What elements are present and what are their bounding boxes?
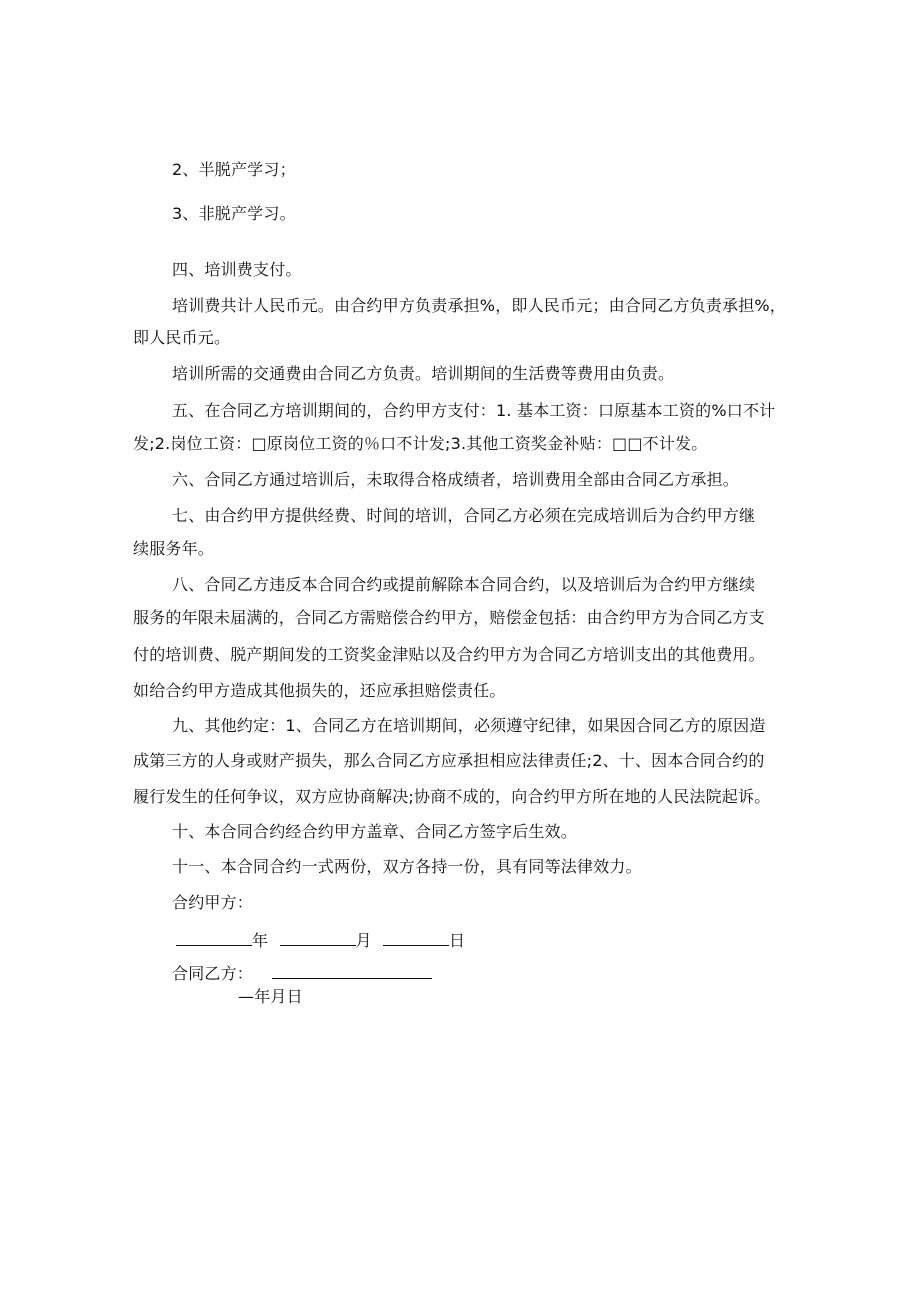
item-non-release-study: 3、非脱产学习。 bbox=[172, 204, 296, 223]
section-9-line3: 履行发生的任何争议，双方应协商解决;协商不成的，向合约甲方所在地的人民法院起诉。 bbox=[133, 787, 771, 806]
party-b-label: 合同乙方： bbox=[172, 964, 254, 983]
party-a-date-row bbox=[176, 929, 465, 951]
section-4-para1-line2: 即人民币元。 bbox=[133, 328, 231, 347]
section-10-line1: 十、本合同合约经合约甲方盖章、合同乙方签字后生效。 bbox=[172, 822, 578, 841]
section-9-line2: 成第三方的人身或财产损失，那么合同乙方应承担相应法律责任;2、十、因本合同合约的 bbox=[133, 751, 765, 770]
party-b-signature-blank bbox=[272, 962, 432, 979]
year-label: 年 bbox=[252, 931, 269, 950]
section-5-line1: 五、在合同乙方培训期间的，合约甲方支付：1. 基本工资：口原基本工资的%口不计 bbox=[172, 401, 776, 420]
section-11-line1: 十一、本合同合约一式两份，双方各持一份，具有同等法律效力。 bbox=[172, 857, 642, 876]
section-8-line3: 付的培训费、脱产期间发的工资奖金津贴以及合约甲方为合同乙方培训支出的其他费用。 bbox=[133, 645, 765, 664]
day-blank bbox=[383, 929, 449, 946]
section-8-line4: 如给合约甲方造成其他损失的，还应承担赔偿责任。 bbox=[133, 681, 506, 700]
party-a-label: 合约甲方： bbox=[172, 893, 254, 912]
item-half-time-study: 2、半脱产学习； bbox=[172, 160, 296, 179]
section-8-line2: 服务的年限未届满的，合同乙方需赔偿合约甲方，赔偿金包括：由合约甲方为合同乙方支 bbox=[133, 608, 765, 627]
section-4-para1-line1: 培训费共计人民币元。由合约甲方负责承担%，即人民币元；由合同乙方负责承担%， bbox=[172, 296, 787, 315]
month-label: 月 bbox=[355, 931, 372, 950]
section-7-line1: 七、由合约甲方提供经费、时间的培训，合同乙方必须在完成培训后为合约甲方继 bbox=[172, 506, 756, 525]
party-b-date-line: —年月日 bbox=[238, 987, 303, 1006]
section-8-line1: 八、合同乙方违反本合同合约或提前解除本合同合约，以及培训后为合约甲方继续 bbox=[172, 575, 756, 594]
day-label: 日 bbox=[449, 931, 466, 950]
section-4-heading: 四、培训费支付。 bbox=[172, 260, 302, 279]
section-7-line2: 续服务年。 bbox=[133, 539, 215, 558]
section-6-line1: 六、合同乙方通过培训后，未取得合格成绩者，培训费用全部由合同乙方承担。 bbox=[172, 470, 740, 489]
section-5-line2: 发;2.岗位工资：□原岗位工资的％口不计发;3.其他工资奖金补贴：□□不计发。 bbox=[133, 434, 708, 453]
party-b-row bbox=[172, 962, 432, 984]
section-9-line1: 九、其他约定：1、合同乙方在培训期间，必须遵守纪律，如果因合同乙方的原因造 bbox=[172, 716, 766, 735]
month-blank bbox=[280, 929, 356, 946]
year-blank bbox=[176, 929, 252, 946]
section-4-para2: 培训所需的交通费由合同乙方负责。培训期间的生活费等费用由负责。 bbox=[172, 364, 675, 383]
